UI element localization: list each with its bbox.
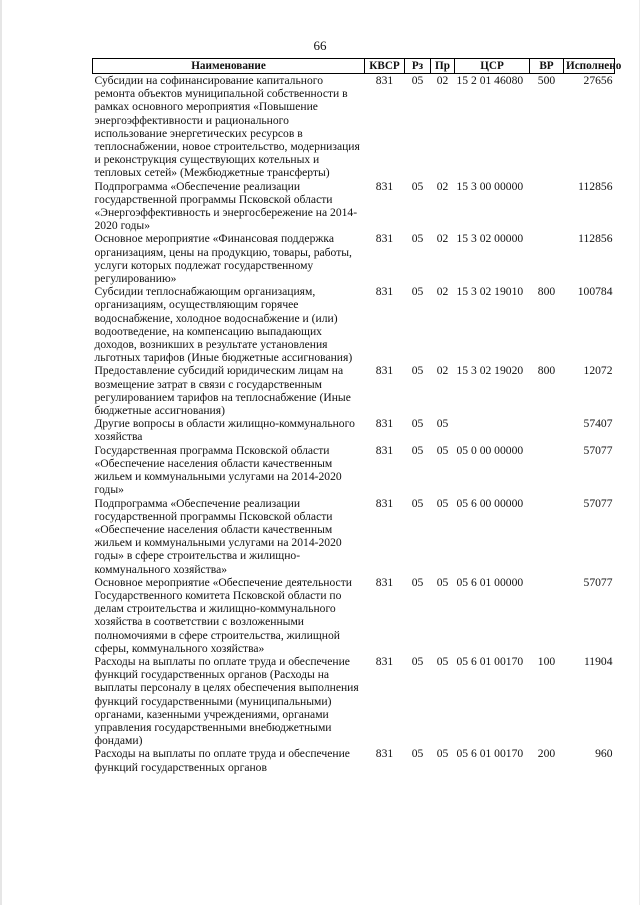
table-row	[93, 285, 615, 364]
row-name: Подпрограмма «Обеспечение реализации государственной программы Псковской области «Обеспечение населения области качественным жильем и коммунальными услугами на 2014-2020 годы» в сфере строительства и жилищно-коммунального хозяйства»	[94, 496, 342, 576]
table-row	[93, 655, 615, 747]
row-exec: 57077	[583, 496, 613, 510]
row-csr: 05 6 01 00000	[456, 575, 524, 589]
row-csr: 05 6 00 00000	[456, 496, 524, 510]
row-vr	[530, 497, 564, 576]
row-kvsr: 831	[375, 364, 394, 378]
row-exec: 11904	[583, 654, 613, 668]
page-number: 66	[313, 38, 327, 53]
table-header	[93, 59, 622, 74]
row-name: Подпрограмма «Обеспечение реализации государственной программы Псковской области «Энергоэффективность и энергосбережение на 2014-2020 годы»	[94, 179, 358, 233]
table-row	[93, 74, 615, 180]
row-csr: 15 2 01 46080	[456, 74, 524, 87]
row-name: Субсидии теплоснабжающим организациям, организациям, осуществляющим горячее водоснабжение, холодное водоснабжение и (или) водоотведение, на компенсацию выпадающих доходов, возникших в результате установления льготных тарифов (Иные бюджетные ассигнования)	[94, 285, 353, 365]
row-csr: 15 3 02 00000	[456, 232, 524, 246]
table-row	[93, 747, 615, 773]
row-pr: 05	[436, 575, 449, 589]
row-exec: 57407	[583, 417, 613, 431]
row-kvsr: 831	[375, 575, 394, 589]
row-exec: 112856	[578, 179, 613, 193]
row-csr: 05 6 01 00170	[456, 747, 524, 761]
row-pr: 05	[436, 443, 449, 457]
table-row	[93, 576, 615, 655]
row-vr: 100	[537, 654, 556, 668]
row-rz: 05	[411, 575, 424, 589]
row-rz: 05	[411, 496, 424, 510]
row-csr	[455, 417, 530, 443]
row-vr	[530, 576, 564, 655]
row-vr: 200	[537, 747, 556, 761]
row-rz: 05	[411, 654, 424, 668]
row-name: Государственная программа Псковской области «Обеспечение населения области качественным жильем и коммунальными услугами на 2014-2020 годы»	[94, 443, 342, 497]
row-vr	[530, 444, 564, 497]
row-rz: 05	[411, 179, 424, 193]
row-kvsr: 831	[375, 496, 394, 510]
header-vr: ВР	[530, 59, 564, 74]
header-name: Наименование	[93, 59, 365, 74]
row-vr: 500	[537, 74, 556, 87]
row-csr: 15 3 02 19010	[456, 285, 524, 299]
row-exec: 112856	[578, 232, 613, 246]
row-vr	[530, 180, 564, 233]
table-row	[93, 497, 615, 576]
table-row	[93, 232, 615, 285]
table-row	[93, 180, 615, 233]
row-name: Расходы на выплаты по оплате труда и обеспечение функций государственных органов	[94, 747, 350, 774]
row-kvsr: 831	[375, 417, 394, 431]
header-csr: ЦСР	[455, 59, 530, 74]
row-vr: 800	[537, 364, 556, 378]
row-pr: 02	[436, 74, 449, 87]
header-exec: Исполнено	[564, 59, 615, 74]
row-kvsr: 831	[375, 232, 394, 246]
table-row	[93, 444, 615, 497]
scan-left-edge	[0, 0, 2, 905]
row-exec: 12072	[583, 364, 613, 378]
table-row	[93, 364, 615, 417]
header-kvsr: КВСР	[365, 59, 405, 74]
row-rz: 05	[411, 417, 424, 431]
row-pr: 05	[436, 747, 449, 761]
row-name: Основное мероприятие «Обеспечение деятельности Государственного комитета Псковской области по делам строительства и жилищно-коммунального хозяйства в соответствии с возложенными полномочиями в сфере строительства, жилищной сферы, коммунального хозяйства»	[94, 575, 352, 655]
row-vr: 800	[537, 285, 556, 299]
row-kvsr: 831	[375, 654, 394, 668]
row-csr: 05 0 00 00000	[456, 443, 524, 457]
row-csr: 15 3 02 19020	[456, 364, 524, 378]
row-name: Основное мероприятие «Финансовая поддержка организациям, цены на продукцию, товары, работы, услуги которых подлежат государственному регулированию»	[94, 232, 352, 286]
row-kvsr: 831	[375, 74, 394, 87]
header-pr: Пр	[431, 59, 455, 74]
row-kvsr: 831	[375, 285, 394, 299]
table-row	[93, 417, 615, 443]
row-exec: 960	[595, 747, 613, 761]
row-vr	[530, 232, 564, 285]
budget-table	[92, 58, 622, 774]
row-name: Другие вопросы в области жилищно-коммунального хозяйства	[94, 417, 355, 444]
row-rz: 05	[411, 285, 424, 299]
row-exec: 57077	[583, 443, 613, 457]
row-rz: 05	[411, 364, 424, 378]
row-kvsr: 831	[375, 443, 394, 457]
row-exec: 100784	[577, 285, 613, 299]
row-name: Предоставление субсидий юридическим лицам на возмещение затрат в связи с государственным регулированием тарифов на теплоснабжение (Иные бюджетные ассигнования)	[94, 364, 351, 418]
row-rz: 05	[411, 232, 424, 246]
row-csr: 05 6 01 00170	[456, 654, 524, 668]
row-name: Субсидии на софинансирование капитального ремонта объектов муниципальной собственности в рамках основного мероприятия «Повышение энергоэффективности и рационального использование энергетических ресурсов в теплоснабжении, новое строительство, модернизация и реконструкция существующих котельных и тепловых сетей» (Межбюджетные трансферты)	[94, 74, 360, 180]
row-pr: 05	[436, 496, 449, 510]
row-exec: 57077	[583, 575, 613, 589]
row-rz: 05	[411, 74, 424, 87]
row-pr: 02	[436, 364, 449, 378]
header-rz: Рз	[405, 59, 431, 74]
row-pr: 02	[436, 285, 449, 299]
row-csr: 15 3 00 00000	[456, 179, 524, 193]
row-pr: 02	[436, 232, 449, 246]
row-exec: 27656	[583, 74, 613, 87]
row-pr: 05	[436, 417, 449, 431]
row-rz: 05	[411, 443, 424, 457]
row-kvsr: 831	[375, 179, 394, 193]
row-rz: 05	[411, 747, 424, 761]
row-kvsr: 831	[375, 747, 394, 761]
row-name: Расходы на выплаты по оплате труда и обеспечение функций государственных органов (Расходы на выплаты персоналу в целях обеспечения выполнения функций государственными (муниципальными) органами, казенными учреждениями, органами управления государственными внебюджетными фондами)	[94, 654, 359, 748]
row-pr: 02	[436, 179, 449, 193]
table-body	[93, 74, 615, 774]
row-pr: 05	[436, 654, 449, 668]
row-vr	[530, 417, 564, 443]
